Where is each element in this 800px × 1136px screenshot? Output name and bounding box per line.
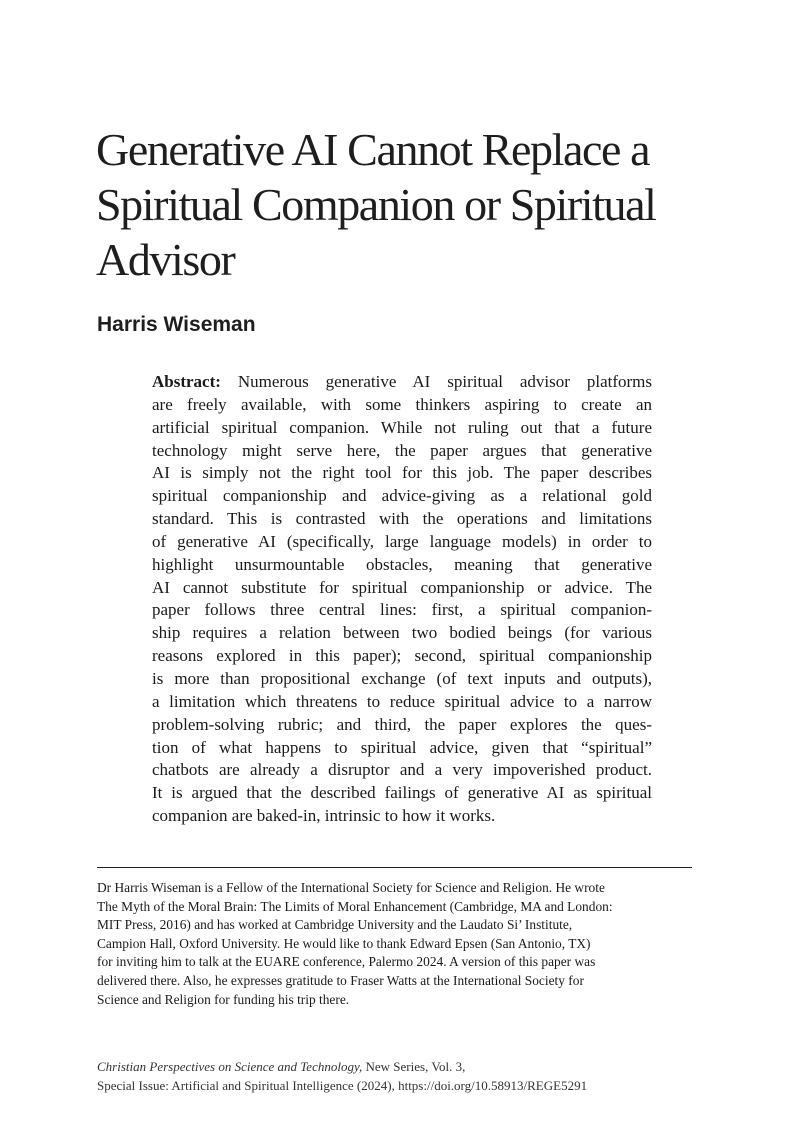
abstract-line: of generative AI (specifically, large language models) in order to [152,531,652,551]
journal-series: New Series, Vol. 3, [362,1059,466,1074]
title-line: Spiritual Companion or Spiritual [96,179,656,230]
footnote-divider [97,867,692,868]
footnote-line: for inviting him to talk at the EUARE conference, Palermo 2024. A version of this paper was [97,954,596,970]
footnote-line: MIT Press, 2016) and has worked at Cambridge University and the Laudato Si’ Institute, [97,917,573,933]
author-footnote [97,879,697,1009]
abstract-line: It is argued that the described failings of generative AI as spiritual [152,783,652,803]
footnote-line: delivered there. Also, he expresses gratitude to Fraser Watts at the International Society for [97,972,584,988]
abstract-line: standard. This is contrasted with the operations and limitations [152,509,652,529]
footnote-line: Campion Hall, Oxford University. He would like to thank Edward Epsen (San Antonio, TX) [97,935,591,951]
abstract-line: paper follows three central lines: first, a spiritual companion- [152,600,652,620]
footnote-line: Dr Harris Wiseman is a Fellow of the International Society for Science and Religion. He wrote [97,880,605,895]
abstract-line: problem-solving rubric; and third, the paper explores the ques- [152,714,652,734]
abstract-line: is more than propositional exchange (of text inputs and outputs), [152,668,652,688]
journal-line [97,1058,717,1077]
abstract-line: AI is simply not the right tool for this job. The paper describes [152,463,652,483]
abstract-text: Numerous generative AI spiritual advisor platforms [237,372,653,391]
abstract-line: AI cannot substitute for spiritual companionship or advice. The [152,577,652,597]
title-line: Advisor [96,234,235,285]
abstract-line [152,371,652,394]
abstract-line: highlight unsurmountable obstacles, meaning that generative [152,554,652,574]
abstract [152,371,652,828]
abstract-line: chatbots are already a disruptor and a very impoverished product. [152,760,652,780]
footnote-line: Science and Religion for funding his trip there. [97,991,350,1007]
abstract-line: technology might serve here, the paper argues that generative [152,440,652,460]
footnote-line: The Myth of the Moral Brain: The Limits of Moral Enhancement (Cambridge, MA and London: [97,898,613,914]
journal-citation [97,1058,717,1095]
title-line: Generative AI Cannot Replace a [96,124,650,175]
journal-issue-doi: Special Issue: Artificial and Spiritual Intelligence (2024), https://doi.org/10.58913/REGE5291 [97,1077,588,1093]
abstract-line: artificial spiritual companion. While not ruling out that a future [152,417,652,437]
abstract-line: spiritual companionship and advice-giving as a relational gold [152,486,652,506]
abstract-line: a limitation which threatens to reduce spiritual advice to a narrow [152,691,652,711]
abstract-line: companion are baked-in, intrinsic to how it works. [152,806,496,826]
abstract-line: reasons explored in this paper); second, spiritual companionship [152,646,652,666]
abstract-line: tion of what happens to spiritual advice, given that “spiritual” [152,737,652,757]
paper-title [96,122,736,287]
abstract-line: are freely available, with some thinkers aspiring to create an [152,394,652,414]
journal-name: Christian Perspectives on Science and Technology, [97,1059,363,1074]
author-name: Harris Wiseman [97,313,256,336]
abstract-line: ship requires a relation between two bodied beings (for various [152,623,652,643]
abstract-label: Abstract: [152,372,221,391]
